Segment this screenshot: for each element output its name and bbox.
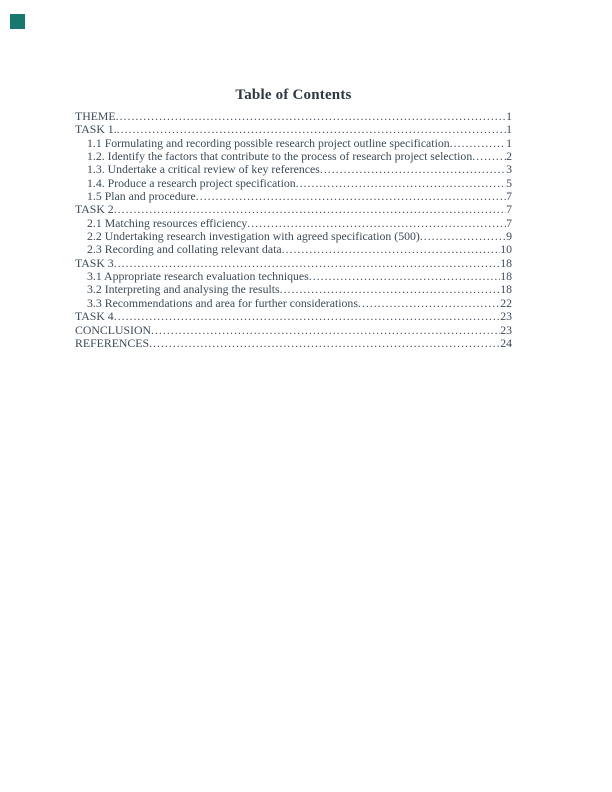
dot-leader — [282, 243, 501, 256]
dot-leader — [309, 270, 500, 283]
toc-entry-label: 1.1 Formulating and recording possible research project outline specification — [87, 135, 450, 150]
toc-entry — [75, 270, 512, 283]
table-of-contents — [75, 110, 512, 350]
dot-leader — [114, 257, 500, 270]
toc-entry-page: 1 — [506, 122, 512, 137]
toc-entry-label: 2.2 Undertaking research investigation with agreed specification (500) — [87, 229, 420, 244]
toc-entry — [75, 257, 512, 270]
toc-entry-page: 5 — [506, 175, 512, 190]
dot-leader — [320, 163, 506, 176]
toc-entry-page: 1 — [506, 109, 512, 123]
toc-entry-label: TASK 3 — [75, 255, 114, 270]
toc-entry-page: 3 — [506, 162, 512, 177]
toc-entry-page: 23 — [500, 322, 512, 337]
toc-entry — [75, 217, 512, 230]
toc-entry — [75, 324, 512, 337]
toc-entry — [75, 190, 512, 203]
toc-entry — [75, 137, 512, 150]
dot-leader — [296, 177, 506, 190]
toc-entry-page: 18 — [500, 282, 512, 297]
toc-entry-page: 10 — [500, 242, 512, 257]
toc-entry-label: 3.3 Recommendations and area for further considerations — [87, 295, 358, 310]
dot-leader — [450, 137, 506, 150]
toc-entry-page: 22 — [500, 295, 512, 310]
toc-entry-page: 23 — [500, 309, 512, 324]
toc-entry-label: THEME — [75, 109, 116, 123]
toc-entry-page: 2 — [506, 149, 512, 164]
toc-entry-label: 2.3 Recording and collating relevant data — [87, 242, 282, 257]
toc-entry-label: 2.1 Matching resources efficiency — [87, 215, 248, 230]
dot-leader — [280, 283, 501, 296]
toc-entry-label: TASK 2 — [75, 202, 114, 217]
corner-logo-square — [10, 14, 25, 29]
toc-entry-page: 9 — [506, 229, 512, 244]
toc-entry — [75, 177, 512, 190]
dot-leader — [196, 190, 506, 203]
dot-leader — [114, 310, 500, 323]
dot-leader — [114, 203, 506, 216]
toc-entry-page: 7 — [506, 189, 512, 204]
toc-entry-page: 7 — [506, 202, 512, 217]
toc-entry-page: 7 — [506, 215, 512, 230]
toc-entry-label: TASK 1. — [75, 122, 117, 137]
dot-leader — [358, 297, 500, 310]
dot-leader — [420, 230, 506, 243]
toc-entry-label: 1.5 Plan and procedure — [87, 189, 196, 204]
dot-leader — [149, 337, 500, 350]
page-title: Table of Contents — [235, 87, 352, 103]
dot-leader — [117, 123, 506, 136]
toc-entry — [75, 203, 512, 216]
dot-leader — [472, 150, 506, 163]
toc-entry — [75, 310, 512, 323]
toc-entry-page: 24 — [500, 335, 512, 350]
toc-entry-label: REFERENCES — [75, 335, 150, 350]
toc-entry — [75, 163, 512, 176]
toc-entry-label: CONCLUSION — [75, 322, 152, 337]
toc-entry-label: 1.4. Produce a research project specification — [87, 175, 296, 190]
toc-entry-page: 1 — [506, 135, 512, 150]
toc-entry-label: 3.2 Interpreting and analysing the results — [87, 282, 280, 297]
dot-leader — [151, 324, 500, 337]
toc-entry — [75, 110, 512, 123]
toc-entry — [75, 243, 512, 256]
toc-entry — [75, 337, 512, 350]
toc-entry-label: 3.1 Appropriate research evaluation techniques — [87, 269, 309, 284]
toc-entry — [75, 283, 512, 296]
toc-entry-label: TASK 4 — [75, 309, 114, 324]
toc-entry — [75, 150, 512, 163]
dot-leader — [247, 217, 506, 230]
dot-leader — [116, 110, 506, 123]
toc-entry — [75, 230, 512, 243]
toc-entry-page: 18 — [500, 269, 512, 284]
toc-entry-label: 1.2. Identify the factors that contribute to the process of research project selection — [87, 149, 473, 164]
toc-entry-label: 1.3. Undertake a critical review of key references — [87, 162, 320, 177]
toc-entry — [75, 297, 512, 310]
toc-entry — [75, 123, 512, 136]
toc-entry-page: 18 — [500, 255, 512, 270]
